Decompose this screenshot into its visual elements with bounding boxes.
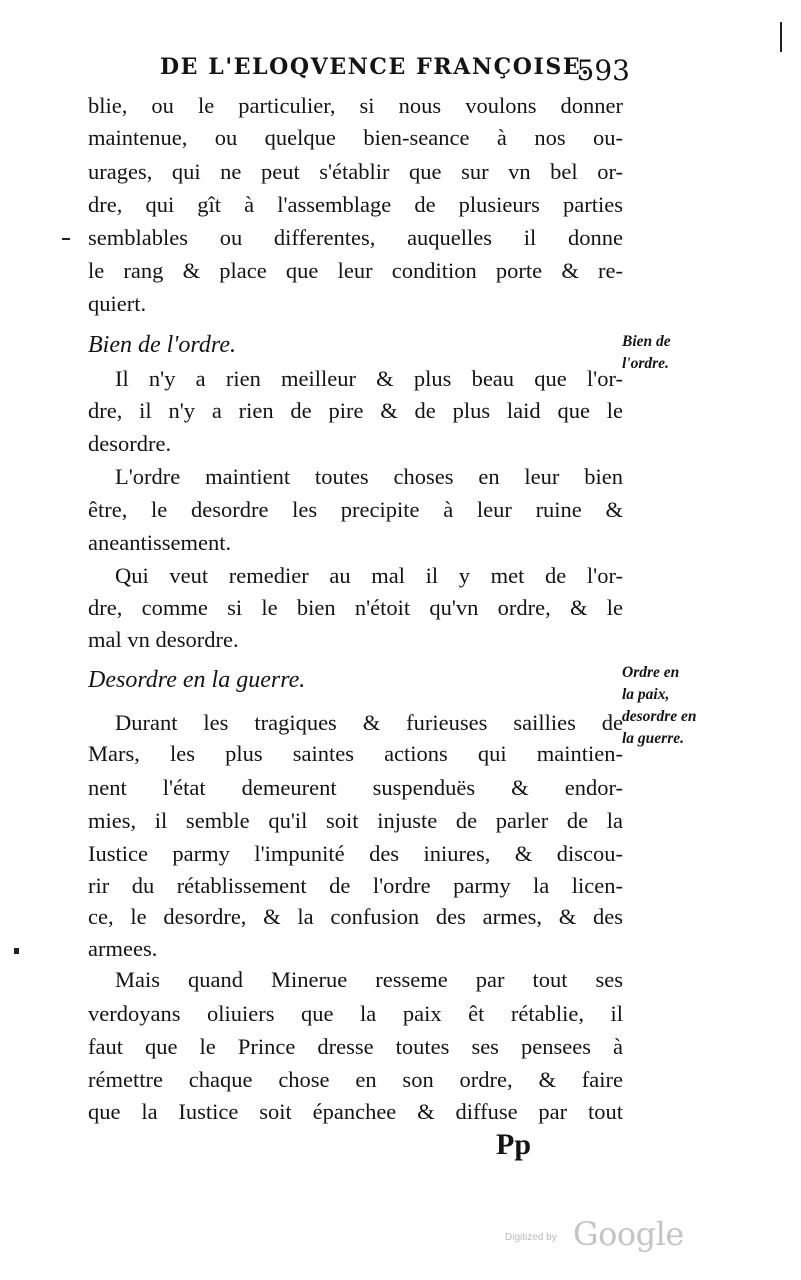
- text-line: desordre.: [88, 431, 172, 456]
- text-line: armees.: [88, 936, 158, 961]
- text-line: Mars, les plus saintes actions qui maintien-: [88, 741, 623, 766]
- margin-note: [622, 662, 732, 750]
- text-line: Durant les tragiques & furieuses saillies de: [115, 710, 623, 735]
- text-line: maintenue, ou quelque bien-seance à nos ou-: [88, 125, 623, 150]
- margin-note-line: l'ordre.: [622, 355, 669, 372]
- margin-note-line: desordre en: [622, 708, 697, 725]
- text-line: Iustice parmy l'impunité des iniures, & discou-: [88, 841, 623, 866]
- text-line: être, le desordre les precipite à leur ruine &: [88, 497, 623, 522]
- text-line: mies, il semble qu'il soit injuste de parler de la: [88, 808, 623, 833]
- margin-note: [622, 331, 732, 375]
- text-line: dre, comme si le bien n'étoit qu'vn ordre, & le: [88, 595, 623, 620]
- text-line: rémettre chaque chose en son ordre, & faire: [88, 1067, 623, 1092]
- scan-mark: [780, 22, 782, 52]
- text-line: que la Iustice soit épanchee & diffuse par tout: [88, 1099, 623, 1124]
- scan-mark: [14, 948, 19, 954]
- text-line: verdoyans oliuiers que la paix êt rétablie, il: [88, 1001, 623, 1026]
- text-line: dre, qui gît à l'assemblage de plusieurs parties: [88, 192, 623, 217]
- text-line: dre, il n'y a rien de pire & de plus laid que le: [88, 398, 623, 423]
- margin-note-line: Ordre en: [622, 664, 680, 681]
- text-line: L'ordre maintient toutes choses en leur bien: [115, 464, 623, 489]
- text-line: Il n'y a rien meilleur & plus beau que l'or-: [115, 366, 623, 391]
- signature-mark: Pp: [496, 1128, 532, 1161]
- text-line: Mais quand Minerue resseme par tout ses: [115, 967, 623, 992]
- margin-note-line: la guerre.: [622, 730, 684, 747]
- running-title: DE L'ELOQVENCE FRANÇOISE.: [160, 54, 591, 80]
- text-line: blie, ou le particulier, si nous voulons donner: [88, 93, 623, 118]
- text-line: rir du rétablissement de l'ordre parmy la licen-: [88, 873, 623, 898]
- text-line: Qui veut remedier au mal il y met de l'or-: [115, 563, 623, 588]
- text-line: quiert.: [88, 291, 147, 316]
- text-line: semblables ou differentes, auquelles il donne: [88, 225, 623, 250]
- page-header: [160, 54, 630, 88]
- margin-note-line: la paix,: [622, 686, 670, 703]
- text-line: urages, qui ne peut s'établir que sur vn bel or-: [88, 159, 623, 184]
- section-heading: Bien de l'ordre.: [88, 332, 236, 358]
- text-line: nent l'état demeurent suspenduës & endor-: [88, 775, 623, 800]
- google-logo: Google: [573, 1215, 684, 1253]
- text-line: faut que le Prince dresse toutes ses pensees à: [88, 1034, 623, 1059]
- text-line: ce, le desordre, & la confusion des armes, & des: [88, 904, 623, 929]
- text-line: le rang & place que leur condition porte & re-: [88, 258, 623, 283]
- text-line: mal vn desordre.: [88, 627, 239, 652]
- scan-mark: [62, 238, 70, 240]
- digitized-by-text: Digitized by: [505, 1232, 557, 1243]
- margin-note-line: Bien de: [622, 333, 671, 350]
- digitization-watermark: [505, 1215, 684, 1255]
- text-line: aneantissement.: [88, 530, 232, 555]
- section-heading: Desordre en la guerre.: [88, 667, 306, 693]
- page-number: 593: [576, 54, 630, 87]
